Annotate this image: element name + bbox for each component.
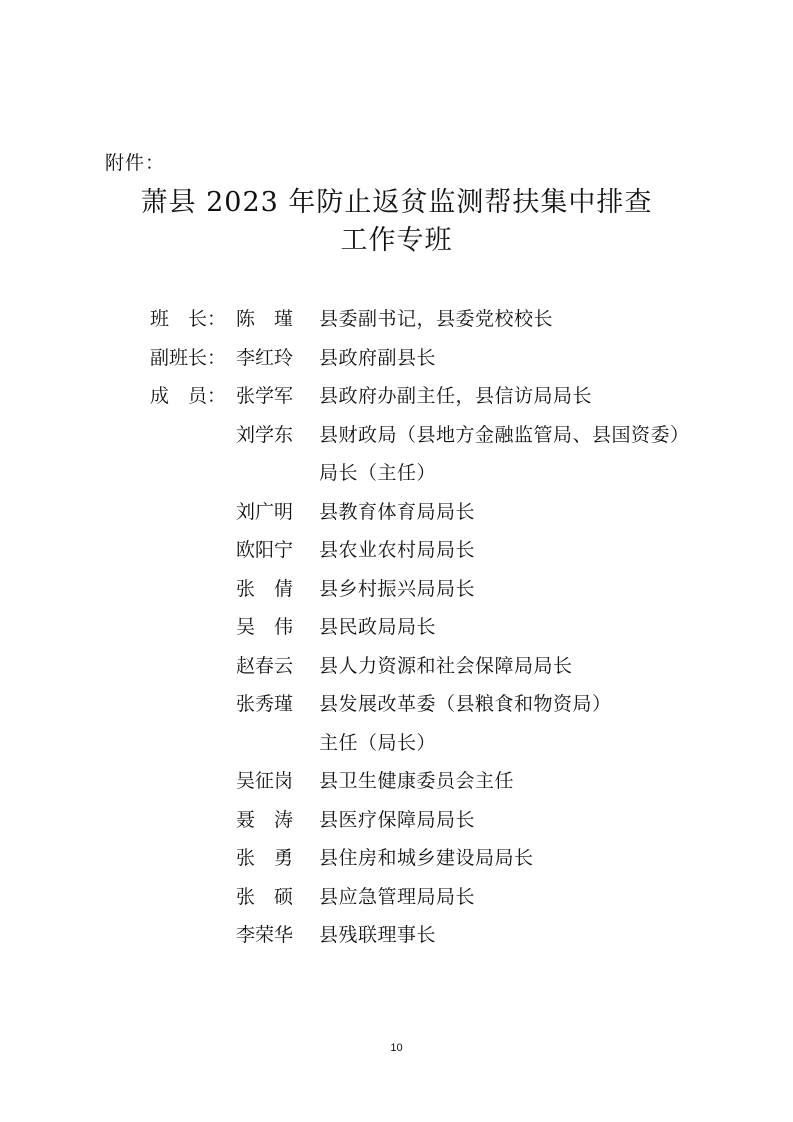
roster-row bbox=[0, 614, 793, 653]
roster-row bbox=[0, 306, 793, 345]
roster-row bbox=[0, 537, 793, 576]
roster-name: 张学军 bbox=[236, 385, 294, 407]
roster-row bbox=[0, 345, 793, 384]
roster-name: 李荣华 bbox=[236, 924, 294, 946]
roster-name: 聂 涛 bbox=[236, 808, 294, 831]
roster-name: 吴 伟 bbox=[236, 616, 294, 638]
roster-name: 刘广明 bbox=[236, 500, 294, 523]
roster-duty: 县残联理事长 bbox=[319, 924, 437, 946]
roster-name: 张 勇 bbox=[236, 847, 294, 869]
roster-duty: 县住房和城乡建设局局长 bbox=[319, 847, 534, 869]
roster-row bbox=[0, 576, 793, 615]
roster-duty: 县民政局局长 bbox=[319, 616, 437, 638]
roster-duty: 县政府副县长 bbox=[319, 346, 437, 369]
roster-name: 欧阳宁 bbox=[236, 539, 294, 561]
roster-row bbox=[0, 922, 793, 961]
roster-duty: 县农业农村局局长 bbox=[319, 539, 476, 561]
roster-role: 副班长： bbox=[150, 346, 227, 369]
roster-duty: 县教育体育局局长 bbox=[319, 500, 476, 523]
roster-duty: 县医疗保障局局长 bbox=[319, 808, 476, 831]
roster-row bbox=[0, 691, 793, 730]
roster-duty: 局长（主任） bbox=[319, 462, 437, 484]
roster-row bbox=[0, 383, 793, 422]
roster-duty: 县委副书记，县委党校校长 bbox=[319, 308, 554, 330]
roster-name: 赵春云 bbox=[236, 654, 294, 677]
roster-name: 吴征岗 bbox=[236, 770, 294, 792]
roster-role: 成 员： bbox=[150, 385, 227, 407]
roster-duty: 县发展改革委（县粮食和物资局） bbox=[319, 693, 612, 715]
roster-name: 张秀瑾 bbox=[236, 693, 294, 715]
roster-row bbox=[0, 884, 793, 923]
roster-name: 刘学东 bbox=[236, 423, 294, 446]
roster-row bbox=[0, 653, 793, 692]
roster-duty: 县应急管理局局长 bbox=[319, 885, 476, 908]
roster-row bbox=[0, 422, 793, 461]
member-roster bbox=[0, 306, 793, 961]
roster-duty: 县财政局（县地方金融监管局、县国资委） bbox=[319, 423, 690, 446]
roster-name: 李红玲 bbox=[236, 346, 294, 369]
roster-row bbox=[0, 807, 793, 846]
document-title-line-2: 工作专班 bbox=[340, 225, 453, 256]
roster-duty: 县卫生健康委员会主任 bbox=[319, 770, 515, 792]
roster-duty: 县人力资源和社会保障局局长 bbox=[319, 654, 573, 677]
document-title-line-1: 萧县 2023 年防止返贫监测帮扶集中排查 bbox=[140, 187, 653, 218]
attachment-label: 附件： bbox=[105, 152, 166, 174]
roster-row bbox=[0, 460, 793, 499]
roster-name: 陈 瑾 bbox=[236, 308, 294, 330]
page-number: 10 bbox=[390, 1042, 403, 1054]
roster-row bbox=[0, 499, 793, 538]
roster-role: 班 长： bbox=[150, 308, 227, 330]
roster-row bbox=[0, 845, 793, 884]
roster-duty: 主任（局长） bbox=[319, 731, 437, 754]
roster-name: 张 硕 bbox=[236, 885, 294, 908]
roster-duty: 县政府办副主任，县信访局局长 bbox=[319, 385, 593, 407]
roster-row bbox=[0, 768, 793, 807]
roster-name: 张 倩 bbox=[236, 577, 294, 600]
roster-row bbox=[0, 730, 793, 769]
roster-duty: 县乡村振兴局局长 bbox=[319, 577, 476, 600]
